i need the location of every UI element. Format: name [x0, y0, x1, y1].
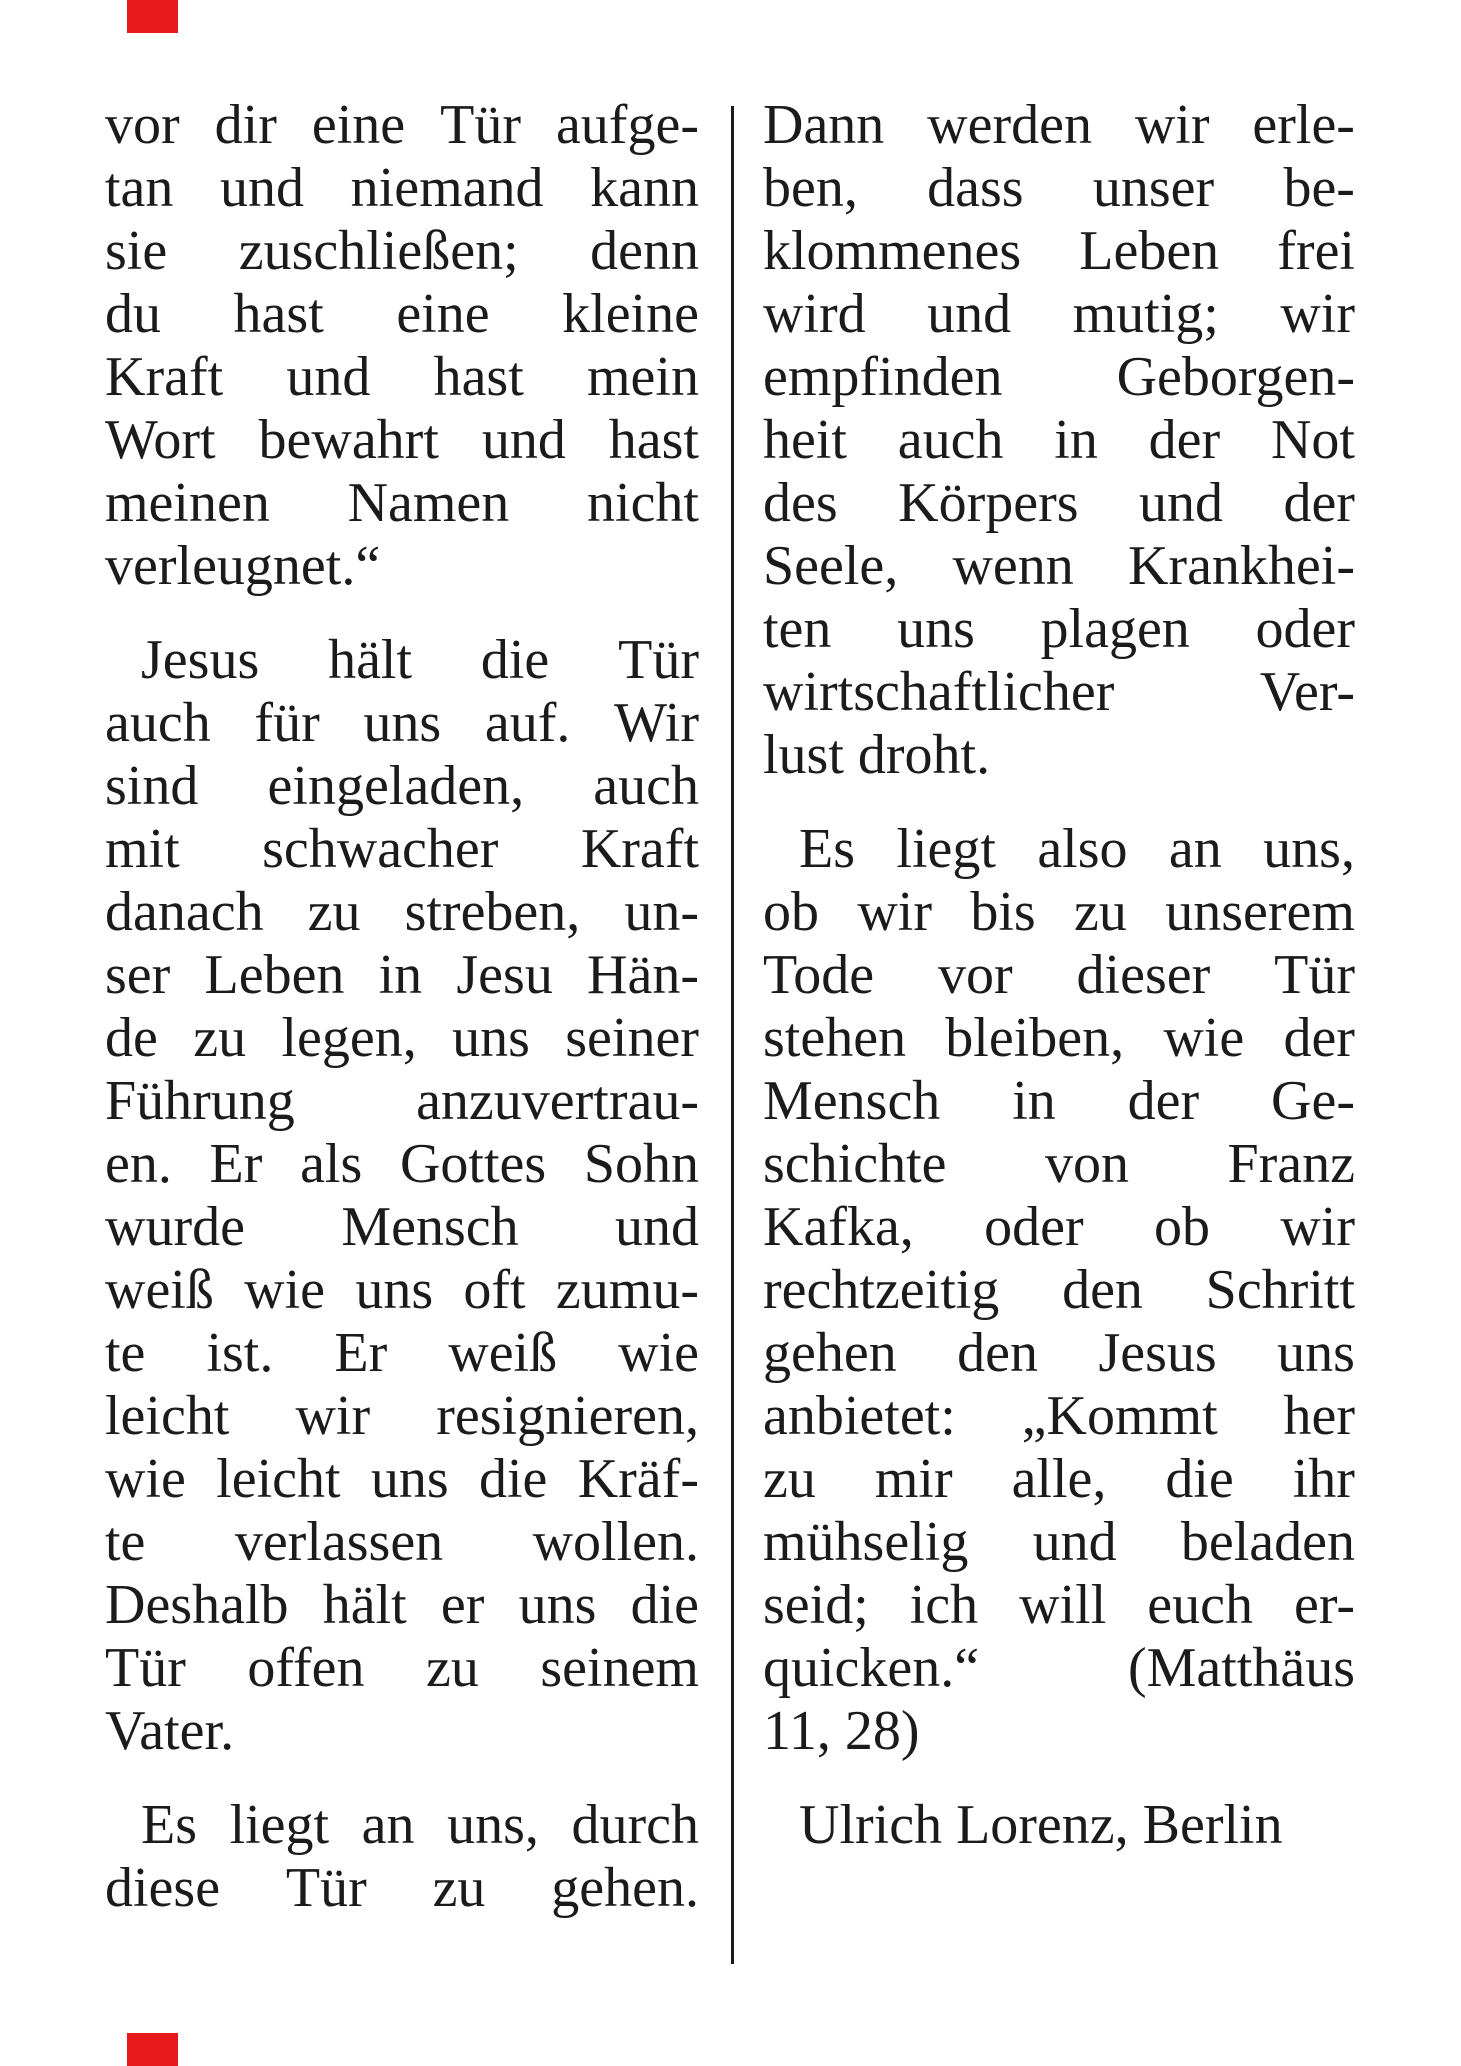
text-line — [105, 818, 699, 881]
word: ob — [763, 881, 819, 943]
word: die — [480, 629, 550, 691]
word: ob — [1153, 1196, 1210, 1258]
word: als — [300, 1133, 363, 1195]
word: Krankhei- — [1127, 535, 1355, 597]
word: wollen. — [532, 1511, 699, 1573]
word: und — [1138, 472, 1223, 534]
word: niemand — [350, 157, 544, 219]
word: denn — [590, 220, 699, 282]
word: hält — [322, 1574, 407, 1636]
word: dass — [927, 157, 1024, 219]
word: streben, — [404, 881, 581, 943]
word: aufge- — [555, 94, 699, 156]
word: wir — [295, 1385, 371, 1447]
word: eingeladen, — [267, 755, 525, 817]
word: den — [1062, 1259, 1143, 1321]
word: empfinden — [763, 346, 1003, 408]
word: schichte — [763, 1133, 947, 1195]
word: seid; — [763, 1574, 869, 1636]
word: leicht — [216, 1448, 341, 1510]
word: Not — [1270, 409, 1355, 471]
text-line — [105, 1794, 699, 1857]
word: hast — [233, 283, 324, 345]
word: Tür — [105, 1637, 186, 1699]
word: Leben — [204, 944, 345, 1006]
word: seinem — [540, 1637, 699, 1699]
right-column — [763, 94, 1355, 1857]
paragraph — [105, 94, 699, 598]
word: auch — [105, 692, 211, 754]
text-line — [105, 1196, 699, 1259]
word: uns — [363, 692, 442, 754]
text-line — [763, 1259, 1355, 1322]
word: und — [615, 1196, 699, 1258]
word: wie — [1163, 1007, 1245, 1069]
text-line — [105, 472, 699, 535]
word: mir — [874, 1448, 953, 1510]
word: Es — [141, 1794, 197, 1856]
word: Kraft — [105, 346, 224, 408]
word: eine — [396, 283, 490, 345]
word: und — [286, 346, 371, 408]
text-line — [105, 881, 699, 944]
word: uns — [452, 1007, 530, 1069]
text-line — [105, 629, 699, 692]
word: oft — [463, 1259, 526, 1321]
word: „Kommt — [1021, 1385, 1218, 1447]
word: des — [763, 472, 838, 534]
left-column — [105, 94, 699, 1920]
text-line: 11, 28) — [763, 1700, 920, 1762]
word: oder — [984, 1196, 1084, 1258]
word: Namen — [347, 472, 510, 534]
text-line — [105, 346, 699, 409]
text-line — [105, 1259, 699, 1322]
text-line — [763, 818, 1355, 881]
word: en. — [105, 1133, 172, 1195]
word: tan — [105, 157, 174, 219]
word: (Matthäus — [1127, 1637, 1355, 1699]
word: dieser — [1076, 944, 1211, 1006]
word: Tür — [440, 94, 521, 156]
word: eine — [311, 94, 406, 156]
word: den — [957, 1322, 1039, 1384]
word: ben, — [763, 157, 858, 219]
word: offen — [247, 1637, 365, 1699]
word: seiner — [565, 1007, 699, 1069]
text-line — [105, 283, 699, 346]
word: anbietet: — [763, 1385, 956, 1447]
word: Dann — [763, 94, 885, 156]
text-line — [105, 1857, 699, 1920]
word: mein — [586, 346, 699, 408]
text-line — [763, 1574, 1355, 1637]
word: uns — [355, 1259, 434, 1321]
word: Führung — [105, 1070, 295, 1132]
word: zu — [432, 1857, 486, 1919]
word: wie — [105, 1448, 186, 1510]
paragraph — [763, 818, 1355, 1763]
word: klommenes — [763, 220, 1022, 282]
word: Tür — [1274, 944, 1355, 1006]
word: gehen — [763, 1322, 897, 1384]
word: zuschließen; — [238, 220, 519, 282]
text-line — [763, 1322, 1355, 1385]
word: un- — [624, 881, 699, 943]
word: werden — [927, 94, 1092, 156]
word: vor — [105, 94, 180, 156]
word: ihr — [1292, 1448, 1355, 1510]
word: uns — [897, 598, 975, 660]
word: resignieren, — [436, 1385, 699, 1447]
word: durch — [571, 1794, 699, 1856]
paragraph — [105, 1794, 699, 1920]
word: der — [1127, 1070, 1200, 1132]
word: nicht — [587, 472, 699, 534]
text-line — [763, 1196, 1355, 1259]
text-line: Vater. — [105, 1700, 235, 1762]
text-line — [763, 472, 1355, 535]
crop-mark-bottom — [127, 2033, 178, 2066]
text-line — [105, 1385, 699, 1448]
word: ser — [105, 944, 171, 1006]
word: Jesu — [456, 944, 553, 1006]
word: frei — [1277, 220, 1355, 282]
word: zu — [1074, 881, 1127, 943]
word: diese — [105, 1857, 221, 1919]
word: Er — [334, 1322, 388, 1384]
text-line — [105, 1322, 699, 1385]
text-line — [763, 598, 1355, 661]
word: zu — [307, 881, 361, 943]
text-line — [105, 1637, 699, 1700]
word: Sohn — [583, 1133, 699, 1195]
word: will — [1019, 1574, 1107, 1636]
word: weiß — [448, 1322, 558, 1384]
word: euch — [1147, 1574, 1253, 1636]
text-line: Ulrich Lorenz, Berlin — [799, 1794, 1283, 1856]
word: weiß — [105, 1259, 214, 1321]
paragraph — [105, 629, 699, 1763]
word: mutig; — [1072, 283, 1219, 345]
text-line — [763, 409, 1355, 472]
word: uns — [370, 1448, 449, 1510]
word: und — [481, 409, 566, 471]
word: Franz — [1227, 1133, 1355, 1195]
text-line — [105, 220, 699, 283]
word: Leben — [1079, 220, 1220, 282]
word: zu — [426, 1637, 479, 1699]
word: Ver- — [1259, 661, 1355, 723]
text-line — [763, 94, 1355, 157]
word: Mensch — [763, 1070, 941, 1132]
text-line — [763, 535, 1355, 598]
word: auch — [593, 755, 699, 817]
word: Hän- — [587, 944, 699, 1006]
word: hast — [608, 409, 699, 471]
word: uns — [1277, 1322, 1355, 1384]
word: der — [1148, 409, 1221, 471]
text-line — [105, 692, 699, 755]
text-line — [105, 157, 699, 220]
word: zu — [763, 1448, 816, 1510]
word: du — [105, 283, 161, 345]
word: von — [1044, 1133, 1129, 1195]
word: kann — [590, 157, 699, 219]
paragraph — [763, 1794, 1355, 1857]
text-line — [105, 755, 699, 818]
text-line — [105, 94, 699, 157]
word: Tür — [285, 1857, 367, 1919]
text-line — [763, 1133, 1355, 1196]
word: verlassen — [234, 1511, 444, 1573]
word: in — [1054, 409, 1098, 471]
word: anzuvertrau- — [416, 1070, 699, 1132]
text-line — [763, 661, 1355, 724]
word: liegt — [896, 818, 996, 880]
text-line — [763, 1007, 1355, 1070]
word: her — [1283, 1385, 1355, 1447]
word: sie — [105, 220, 168, 282]
word: Tode — [763, 944, 875, 1006]
word: beladen — [1180, 1511, 1355, 1573]
word: quicken.“ — [763, 1637, 980, 1699]
word: und — [927, 283, 1012, 345]
word: de — [105, 1007, 158, 1069]
text-line: lust droht. — [763, 724, 991, 786]
text-line — [105, 1511, 699, 1574]
word: Es — [799, 818, 855, 880]
word: wird — [763, 283, 866, 345]
word: der — [1283, 1007, 1355, 1069]
word: legen, — [281, 1007, 417, 1069]
word: erle- — [1252, 94, 1355, 156]
word: auch — [897, 409, 1004, 471]
text-line — [105, 1070, 699, 1133]
text-line — [763, 1637, 1355, 1700]
word: leicht — [105, 1385, 230, 1447]
word: uns, — [1263, 818, 1355, 880]
text-line — [105, 1574, 699, 1637]
word: also — [1037, 818, 1128, 880]
word: die — [478, 1448, 548, 1510]
word: der — [1283, 472, 1355, 534]
word: wir — [1280, 283, 1355, 345]
text-line — [763, 220, 1355, 283]
word: wir — [857, 881, 932, 943]
word: mühselig — [763, 1511, 969, 1573]
word: hast — [433, 346, 524, 408]
word: an — [361, 1794, 415, 1856]
text-line — [763, 1511, 1355, 1574]
word: zu — [193, 1007, 247, 1069]
word: Schritt — [1205, 1259, 1355, 1321]
word: wirtschaftlicher — [763, 661, 1115, 723]
word: wurde — [105, 1196, 245, 1258]
word: vor — [938, 944, 1013, 1006]
word: Geborgen- — [1116, 346, 1355, 408]
text-line — [105, 1133, 699, 1196]
word: wir — [1134, 94, 1210, 156]
word: Jesus — [141, 629, 260, 691]
text-line — [105, 1007, 699, 1070]
word: Wort — [105, 409, 216, 471]
text-line — [763, 944, 1355, 1007]
word: rechtzeitig — [763, 1259, 1000, 1321]
word: liegt — [229, 1794, 330, 1856]
text-line — [763, 1385, 1355, 1448]
word: kleine — [562, 283, 699, 345]
word: plagen — [1040, 598, 1190, 660]
word: hält — [328, 629, 413, 691]
word: die — [630, 1574, 699, 1636]
word: auf. — [484, 692, 571, 754]
word: bewahrt — [258, 409, 439, 471]
word: wie — [618, 1322, 699, 1384]
word: gehen. — [551, 1857, 699, 1919]
word: Er — [209, 1133, 263, 1195]
word: Kräf- — [577, 1448, 699, 1510]
word: Tür — [618, 629, 699, 691]
column-divider — [731, 106, 734, 1964]
word: zumu- — [555, 1259, 699, 1321]
word: te — [105, 1511, 146, 1573]
word: Körpers — [898, 472, 1079, 534]
word: Gottes — [399, 1133, 547, 1195]
word: wenn — [952, 535, 1074, 597]
word: Kafka, — [763, 1196, 914, 1258]
word: sind — [105, 755, 199, 817]
word: alle, — [1011, 1448, 1107, 1510]
word: stehen — [763, 1007, 907, 1069]
word: Ge- — [1271, 1070, 1355, 1132]
word: Jesus — [1098, 1322, 1217, 1384]
word: in — [378, 944, 423, 1006]
paragraph — [763, 94, 1355, 787]
text-line — [105, 944, 699, 1007]
word: unser — [1092, 157, 1215, 219]
word: Mensch — [341, 1196, 519, 1258]
word: die — [1165, 1448, 1234, 1510]
word: Kraft — [580, 818, 699, 880]
word: für — [254, 692, 320, 754]
text-line — [763, 1070, 1355, 1133]
word: uns — [518, 1574, 597, 1636]
word: und — [220, 157, 305, 219]
crop-mark-top — [127, 0, 178, 33]
word: mit — [105, 818, 180, 880]
word: und — [1032, 1511, 1117, 1573]
word: heit — [763, 409, 847, 471]
word: schwacher — [262, 818, 499, 880]
word: er — [440, 1574, 485, 1636]
word: unserem — [1165, 881, 1355, 943]
word: wie — [244, 1259, 326, 1321]
word: uns, — [447, 1794, 539, 1856]
word: in — [1012, 1070, 1056, 1132]
word: bleiben, — [945, 1007, 1125, 1069]
text-line — [105, 1448, 699, 1511]
word: Wir — [614, 692, 699, 754]
word: dir — [214, 94, 277, 156]
text-line — [763, 157, 1355, 220]
word: be- — [1283, 157, 1355, 219]
word: bis — [970, 881, 1036, 943]
word: ten — [763, 598, 832, 660]
text-line: verleugnet.“ — [105, 535, 381, 597]
text-line — [763, 283, 1355, 346]
word: wir — [1280, 1196, 1355, 1258]
text-line — [763, 1448, 1355, 1511]
word: er- — [1293, 1574, 1355, 1636]
text-line — [105, 409, 699, 472]
text-line — [763, 346, 1355, 409]
word: oder — [1255, 598, 1355, 660]
word: an — [1168, 818, 1222, 880]
word: danach — [105, 881, 264, 943]
word: te — [105, 1322, 146, 1384]
word: meinen — [105, 472, 270, 534]
word: Seele, — [763, 535, 899, 597]
word: ich — [909, 1574, 979, 1636]
word: Deshalb — [105, 1574, 289, 1636]
word: ist. — [206, 1322, 274, 1384]
text-line — [763, 881, 1355, 944]
